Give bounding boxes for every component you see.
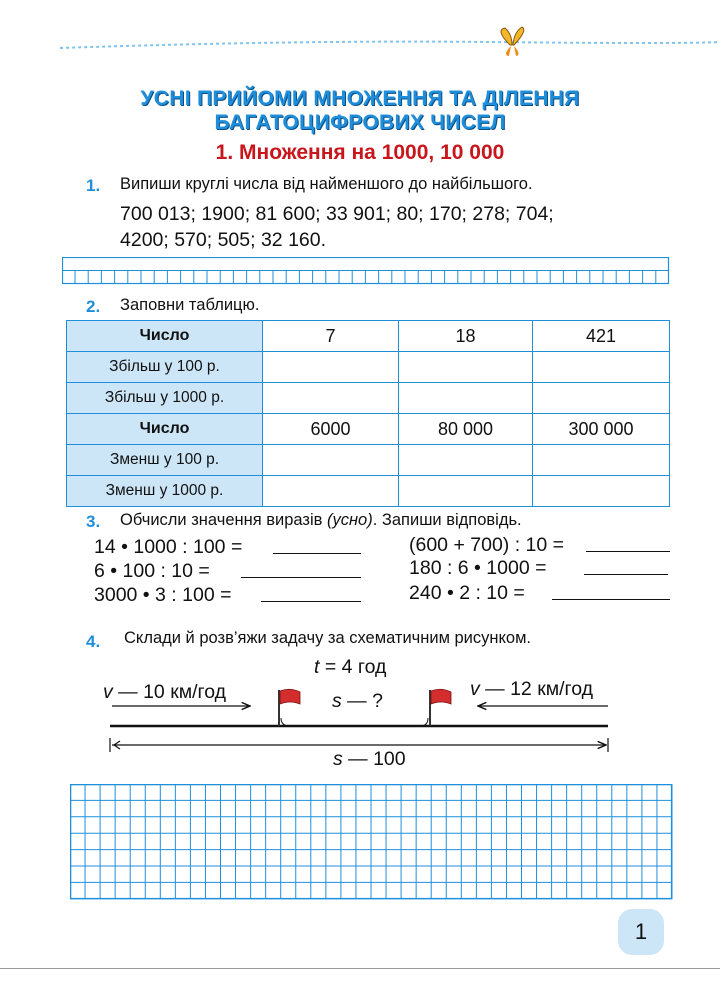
table-cell: 80 000 (399, 414, 533, 445)
table-cell: 7 (263, 321, 399, 352)
time-var: t (314, 656, 320, 678)
expr-left-1: 14 • 1000 : 100 = (94, 536, 243, 558)
table-cell: 300 000 (533, 414, 670, 445)
expr-right-3: 240 • 2 : 10 = (409, 582, 525, 604)
fill-table (66, 320, 670, 507)
answer-cell[interactable] (533, 383, 670, 414)
table-row (67, 476, 670, 507)
task4-text: Склади й розв’яжи задачу за схематичним рисунком. (124, 629, 532, 647)
distance-unknown-value: — ? (341, 690, 383, 712)
answer-line[interactable] (552, 599, 670, 600)
expr-right-2: 180 : 6 • 1000 = (409, 557, 547, 579)
answer-strip-task1[interactable] (62, 257, 672, 287)
time-value: = 4 год (319, 656, 387, 678)
answer-line[interactable] (584, 574, 668, 575)
task3-text-italic: (усно) (326, 511, 373, 529)
table-row (67, 445, 670, 476)
motion-diagram (0, 680, 720, 760)
task1-text: Випиши круглі числа від найменшого до найбільшого. (120, 175, 533, 193)
solution-grid[interactable] (70, 784, 674, 902)
table-row-label: Зменш у 1000 р. (67, 476, 263, 507)
distance-unknown-var: s (332, 690, 342, 712)
task2-number: 2. (86, 297, 101, 316)
page-title-line1: УСНІ ПРИЙОМИ МНОЖЕННЯ ТА ДІЛЕННЯ (140, 87, 580, 110)
answer-line[interactable] (241, 577, 361, 578)
table-row (67, 383, 670, 414)
task3-text (120, 511, 522, 530)
page-title-line2: БАГАТОЦИФРОВИХ ЧИСЕЛ (214, 111, 506, 134)
table-cell: 18 (399, 321, 533, 352)
task1-number: 1. (86, 176, 101, 195)
table-row-label: Число (67, 321, 263, 352)
answer-cell[interactable] (263, 476, 399, 507)
page-number: 1 (618, 909, 664, 955)
answer-cell[interactable] (399, 445, 533, 476)
speed-right-value: — 12 км/год (479, 678, 594, 700)
task3-text-end: . Запиши відповідь. (372, 511, 522, 529)
table-row (67, 352, 670, 383)
task1-numbers-line1: 700 013; 1900; 81 600; 33 901; 80; 170; 278; 704; (120, 203, 554, 225)
expr-right-1: (600 + 700) : 10 = (409, 534, 565, 556)
answer-cell[interactable] (533, 476, 670, 507)
table-row (67, 321, 670, 352)
answer-line[interactable] (586, 551, 670, 552)
expr-left-3: 3000 • 3 : 100 = (94, 584, 232, 606)
expr-left-2: 6 • 100 : 10 = (94, 560, 210, 582)
table-row-label: Збільш у 1000 р. (67, 383, 263, 414)
answer-cell[interactable] (399, 476, 533, 507)
time-label (314, 656, 386, 679)
section-title: 1. Множення на 1000, 10 000 (215, 141, 505, 164)
bottom-rule (0, 968, 720, 969)
task2-text: Заповни таблицю. (120, 296, 260, 314)
table-row (67, 414, 670, 445)
flag-right-icon (430, 689, 451, 726)
answer-cell[interactable] (263, 383, 399, 414)
answer-cell[interactable] (263, 445, 399, 476)
table-row-label: Збільш у 100 р. (67, 352, 263, 383)
distance-total-value: — 100 (342, 748, 406, 770)
speed-left-value: — 10 км/год (112, 681, 227, 703)
distance-total-var: s (333, 748, 343, 770)
answer-line[interactable] (261, 601, 361, 602)
table-cell: 6000 (263, 414, 399, 445)
task3-number: 3. (86, 512, 101, 531)
table-cell: 421 (533, 321, 670, 352)
header-decoration (0, 0, 720, 80)
answer-cell[interactable] (399, 383, 533, 414)
answer-line[interactable] (273, 553, 361, 554)
table-row-label: Зменш у 100 р. (67, 445, 263, 476)
answer-cell[interactable] (533, 445, 670, 476)
speed-left-var: v (103, 681, 113, 703)
unknown-distance-brace (281, 718, 428, 726)
answer-cell[interactable] (399, 352, 533, 383)
task3-text-main: Обчисли значення виразів (120, 511, 323, 529)
task4-number: 4. (86, 632, 101, 651)
table-row-label: Число (67, 414, 263, 445)
answer-cell[interactable] (533, 352, 670, 383)
flag-left-icon (279, 689, 300, 726)
answer-cell[interactable] (263, 352, 399, 383)
speed-right-var: v (470, 678, 480, 700)
task1-numbers-line2: 4200; 570; 505; 32 160. (120, 229, 327, 251)
